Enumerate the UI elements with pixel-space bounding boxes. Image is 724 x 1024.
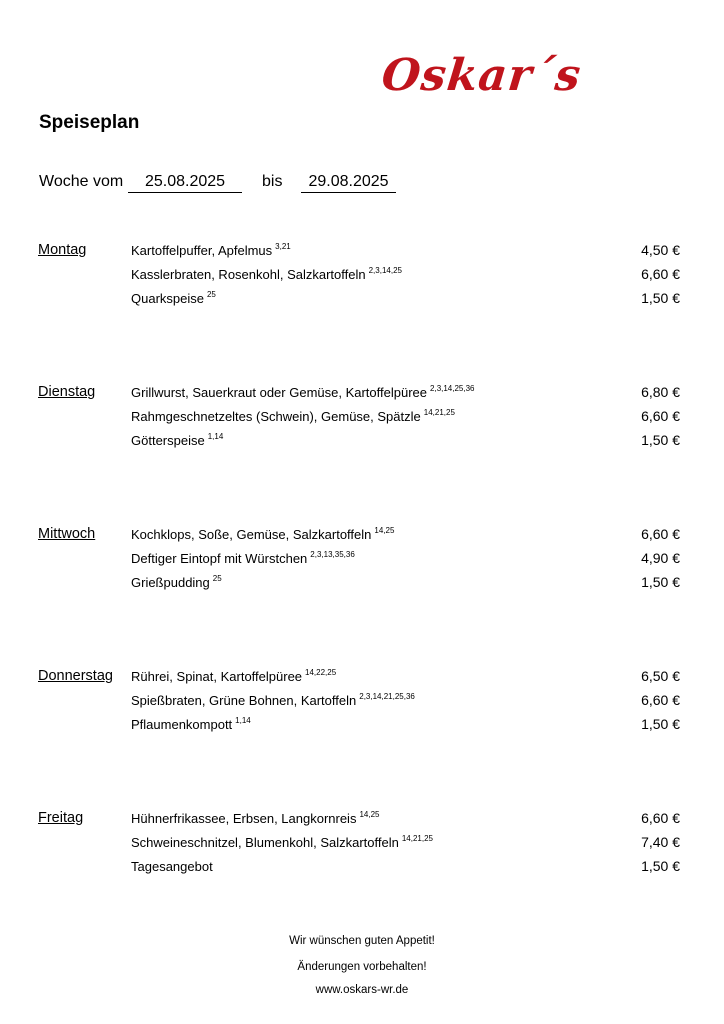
dish-name: Grießpudding $^{25}$ [131, 574, 222, 590]
allergen-codes: 3,21 [275, 242, 291, 251]
allergen-codes: 2,3,14,21,25,36 [359, 692, 415, 701]
week-to-label: bis [262, 173, 283, 190]
brand-logo: Oskar´s [379, 50, 584, 101]
dish-price: 6,50 € [641, 668, 680, 684]
allergen-codes: 1,14 [207, 432, 224, 441]
dish-price: 1,50 € [641, 432, 680, 448]
footer-website: www.oskars-wr.de [315, 984, 409, 996]
allergen-codes: 25 [212, 574, 222, 583]
dish-price: 6,60 € [641, 266, 680, 282]
dish-price: 6,60 € [641, 526, 680, 542]
dish-price: 6,60 € [641, 692, 680, 708]
day-label: Donnerstag [38, 668, 113, 684]
dish-name: Kochklops, Soße, Gemüse, Salzkartoffeln $^{14,25}$ [131, 526, 395, 542]
footer-disclaimer: Änderungen vorbehalten! [297, 961, 427, 973]
dish-price: 1,50 € [641, 858, 680, 874]
dish-price: 6,60 € [641, 810, 680, 826]
week-end-date: 29.08.2025 [301, 173, 396, 193]
dish-name: Tagesangebot [131, 859, 213, 874]
dish-name: Pflaumenkompott $^{1,14}$ [131, 716, 251, 732]
footer-greeting: Wir wünschen guten Appetit! [289, 935, 435, 947]
dish-name: Grillwurst, Sauerkraut oder Gemüse, Kartoffelpüree $^{2,3,14,25,36}$ [131, 384, 475, 400]
allergen-codes: 2,3,14,25 [368, 266, 402, 275]
dish-name: Schweineschnitzel, Blumenkohl, Salzkartoffeln $^{14,21,25}$ [131, 834, 433, 850]
day-label: Dienstag [38, 384, 96, 400]
day-label: Freitag [38, 810, 84, 826]
dish-price: 7,40 € [641, 834, 680, 850]
dish-price: 6,80 € [641, 384, 680, 400]
dish-name: Deftiger Eintopf mit Würstchen $^{2,3,13,35,36}$ [131, 550, 355, 566]
week-start-date: 25.08.2025 [128, 173, 242, 193]
dish-name: Rührei, Spinat, Kartoffelpüree $^{14,22,25}$ [131, 668, 337, 684]
dish-price: 4,50 € [641, 242, 680, 258]
dish-name: Rahmgeschnetzeltes (Schwein), Gemüse, Spätzle $^{14,21,25}$ [131, 408, 455, 424]
allergen-codes: 1,14 [235, 716, 251, 725]
page-title: Speiseplan [39, 112, 140, 133]
allergen-codes: 14,21,25 [423, 408, 455, 417]
dish-name: Kartoffelpuffer, Apfelmus $^{3,21}$ [131, 242, 291, 258]
dish-price: 6,60 € [641, 408, 680, 424]
week-label: Woche vom [39, 173, 124, 190]
dish-price: 1,50 € [641, 574, 680, 590]
allergen-codes: 14,21,25 [401, 834, 433, 843]
dish-price: 1,50 € [641, 290, 680, 306]
allergen-codes: 2,3,13,35,36 [310, 550, 355, 559]
day-label: Montag [38, 242, 87, 258]
day-label: Mittwoch [38, 526, 96, 542]
dish-name: Spießbraten, Grüne Bohnen, Kartoffeln $^{2,3,14,21,25,36}$ [131, 692, 415, 708]
dish-name: Kasslerbraten, Rosenkohl, Salzkartoffeln $^{2,3,14,25}$ [131, 266, 402, 282]
allergen-codes: 14,25 [359, 810, 380, 819]
allergen-codes: 14,25 [374, 526, 395, 535]
allergen-codes: 25 [206, 290, 216, 299]
dish-price: 1,50 € [641, 716, 680, 732]
dish-name: Götterspeise $^{1,14}$ [131, 432, 224, 448]
dish-name: Quarkspeise $^{25}$ [131, 290, 216, 306]
allergen-codes: 14,22,25 [305, 668, 337, 677]
dish-price: 4,90 € [641, 550, 680, 566]
dish-name: Hühnerfrikassee, Erbsen, Langkornreis $^{14,25}$ [131, 810, 380, 826]
allergen-codes: 2,3,14,25,36 [430, 384, 475, 393]
